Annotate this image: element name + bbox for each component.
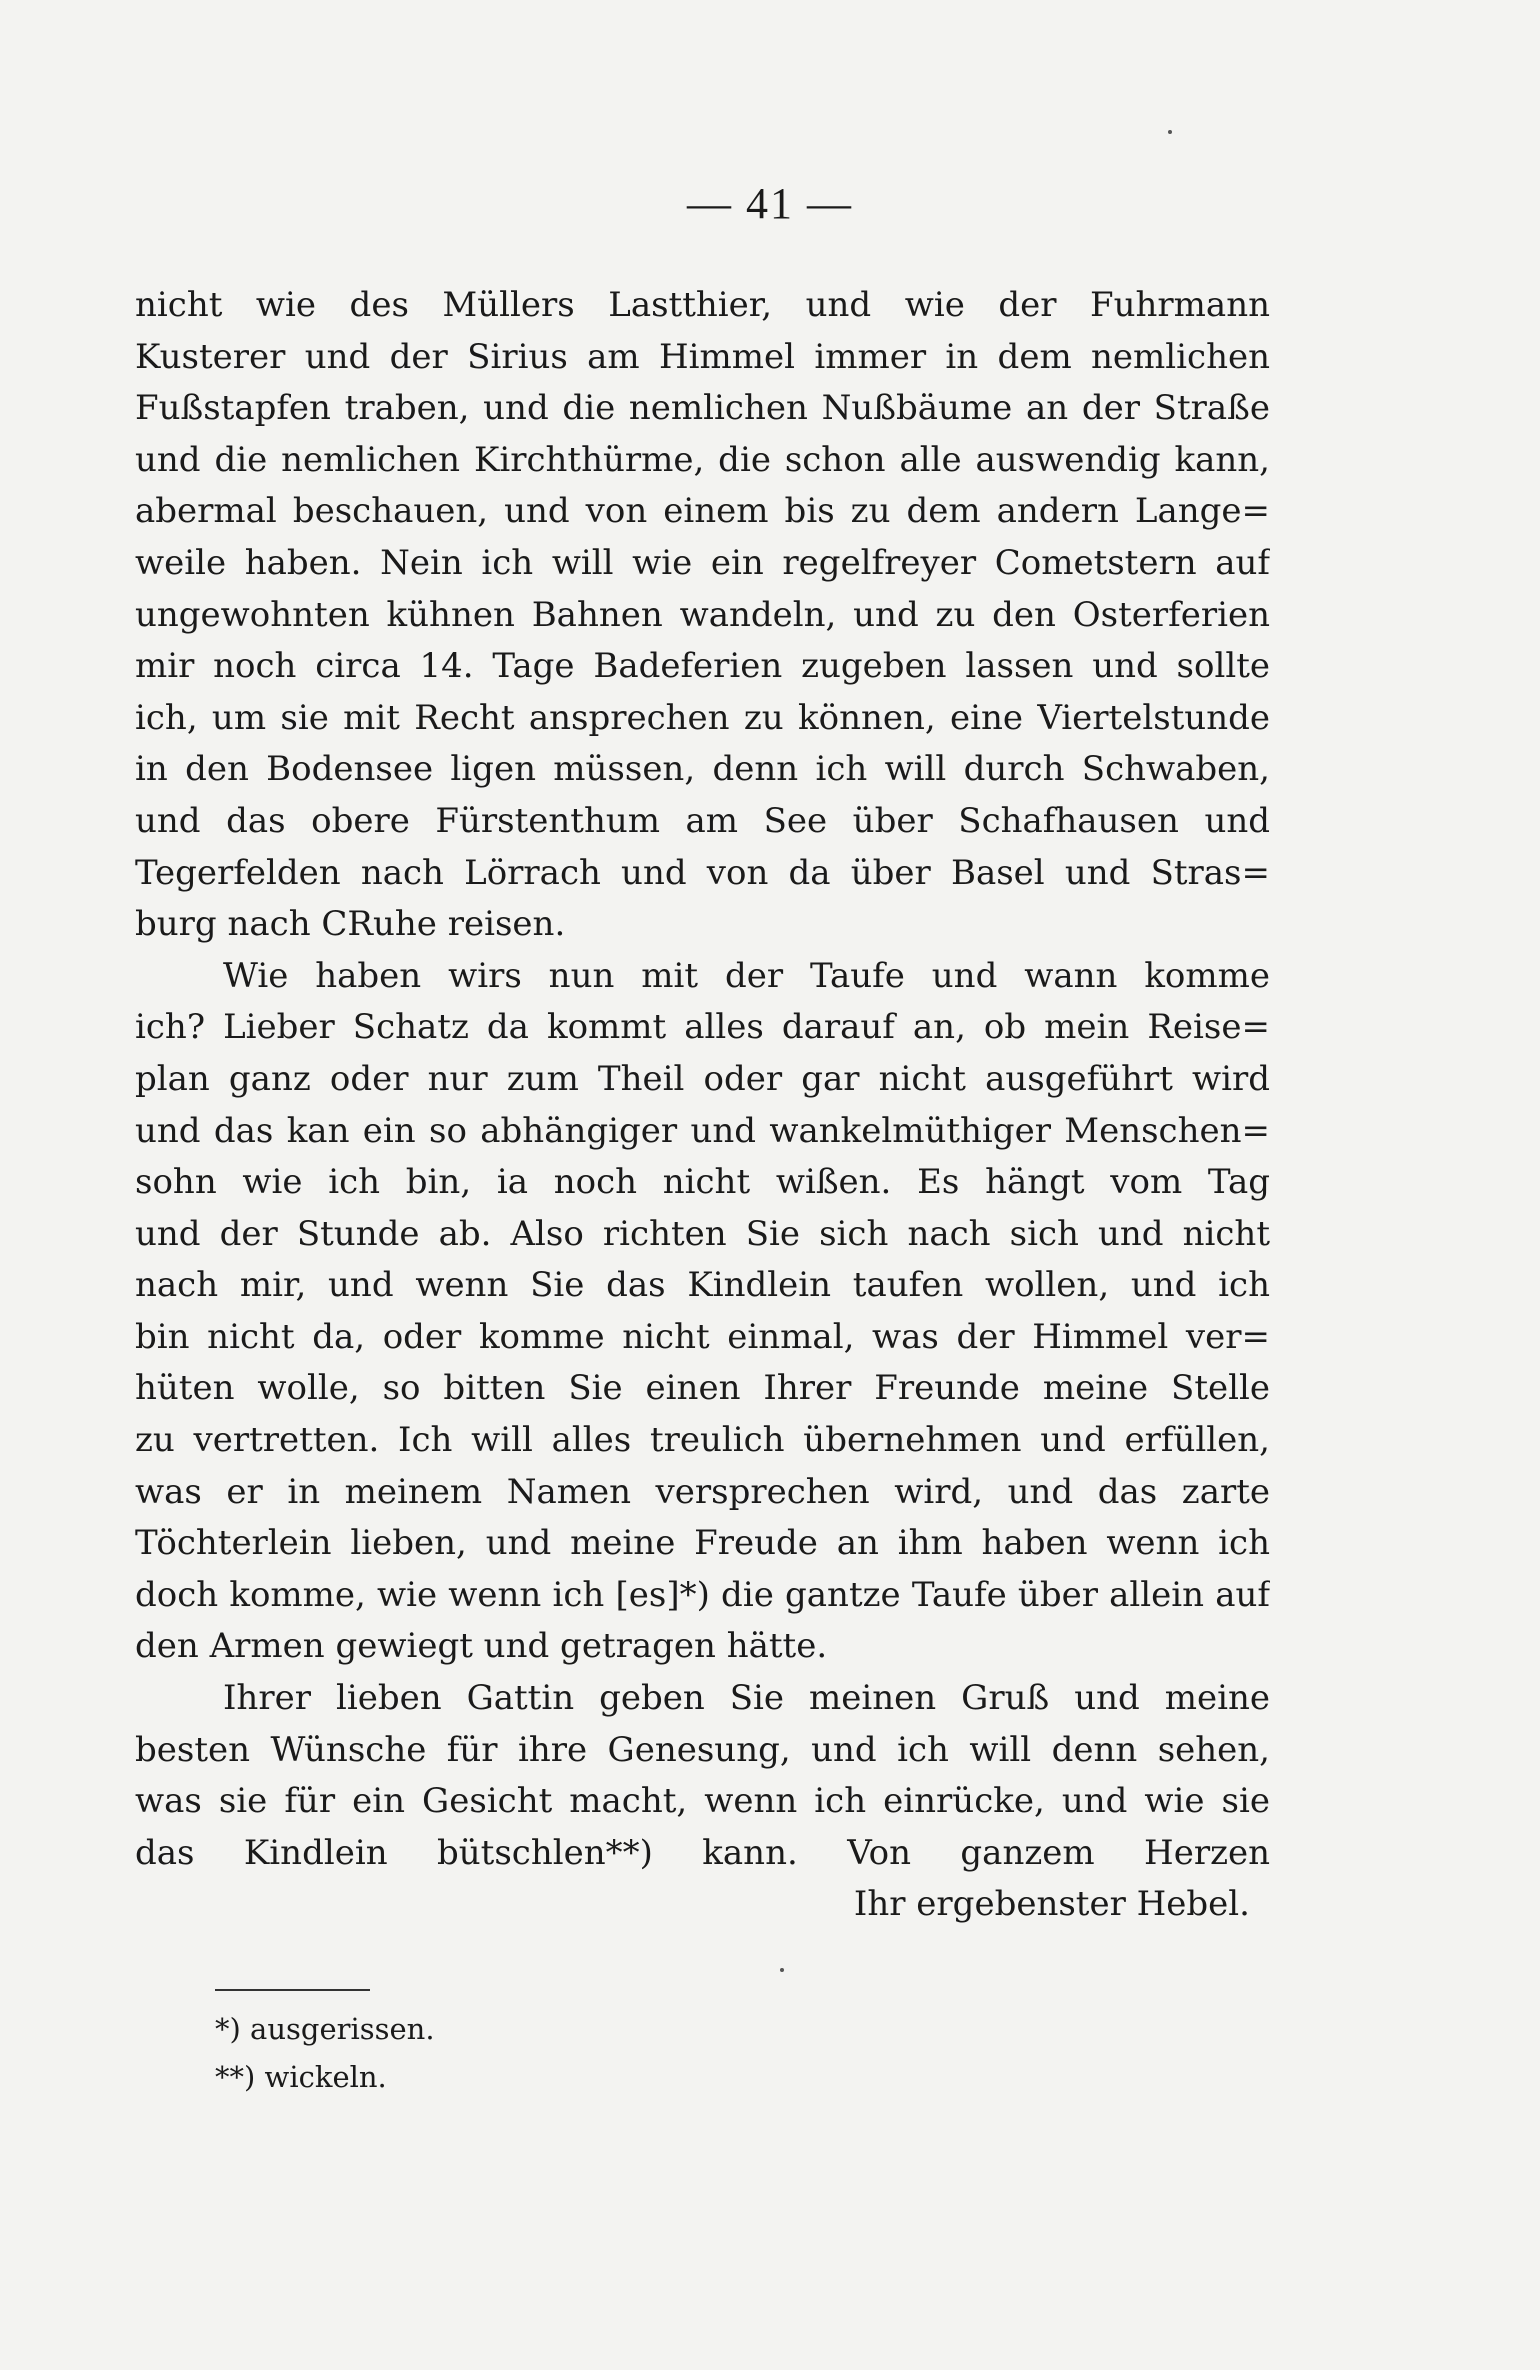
text-line: mir noch circa 14. Tage Badeferien zugeben lassen und sollte <box>135 646 1270 687</box>
text-line: und das obere Fürstenthum am See über Schafhausen und <box>135 800 1270 841</box>
text-line: Tegerfelden nach Lörrach und von da über Basel und Stras= <box>135 852 1270 893</box>
text-line: Fußstapfen traben, und die nemlichen Nußbäume an der Straße <box>135 388 1270 429</box>
text-line: ich? Lieber Schatz da kommt alles darauf an, ob mein Reise= <box>135 1007 1270 1048</box>
text-line: besten Wünsche für ihre Genesung, und ich will denn sehen, <box>135 1729 1270 1770</box>
text-line: plan ganz oder nur zum Theil oder gar nicht ausgeführt wird <box>135 1058 1270 1099</box>
text-line: was er in meinem Namen versprechen wird, und das zarte <box>135 1471 1270 1512</box>
text-line: was sie für ein Gesicht macht, wenn ich einrücke, und wie sie <box>135 1781 1270 1822</box>
footnote: **) wickeln. <box>215 2060 387 2094</box>
paper-speck <box>780 1968 784 1972</box>
text-line: Ihrer lieben Gattin geben Sie meinen Gruß und meine <box>223 1678 1270 1719</box>
text-line: und das kan ein so abhängiger und wankelmüthiger Menschen= <box>135 1110 1270 1151</box>
text-line: abermal beschauen, und von einem bis zu dem andern Lange= <box>135 491 1270 532</box>
text-line: und der Stunde ab. Also richten Sie sich nach sich und nicht <box>135 1213 1270 1254</box>
footnotes <box>215 2005 435 2101</box>
paper-speck <box>1168 130 1172 134</box>
text-line: bin nicht da, oder komme nicht einmal, was der Himmel ver= <box>135 1316 1270 1357</box>
letter-body <box>135 280 1270 1931</box>
footnote: *) ausgerissen. <box>215 2012 435 2046</box>
footnote-rule <box>215 1989 370 1991</box>
text-line: den Armen gewiegt und getragen hätte. <box>135 1626 828 1667</box>
text-line: zu vertretten. Ich will alles treulich übernehmen und erfüllen, <box>135 1420 1270 1461</box>
text-line: ungewohnten kühnen Bahnen wandeln, und zu den Osterferien <box>135 594 1270 635</box>
text-line: in den Bodensee ligen müssen, denn ich will durch Schwaben, <box>135 749 1270 790</box>
paragraph-2 <box>135 951 1270 1673</box>
text-line: das Kindlein bütschlen**) kann. Von ganzem Herzen <box>135 1832 1270 1873</box>
text-line: Töchterlein lieben, und meine Freude an ihm haben wenn ich <box>135 1523 1270 1564</box>
text-line: sohn wie ich bin, ia noch nicht wißen. Es hängt vom Tag <box>135 1162 1270 1203</box>
text-line: nicht wie des Müllers Lastthier, und wie der Fuhrmann <box>135 285 1270 325</box>
text-line: doch komme, wie wenn ich [es]*) die gantze Taufe über allein auf <box>135 1574 1270 1615</box>
text-line: hüten wolle, so bitten Sie einen Ihrer Freunde meine Stelle <box>135 1368 1270 1409</box>
paragraph-1 <box>135 280 1270 951</box>
text-line: Wie haben wirs nun mit der Taufe und wann komme <box>223 955 1270 996</box>
paragraph-3 <box>135 1673 1270 1879</box>
closing-signature: Ihr ergebenster Hebel. <box>853 1884 1250 1925</box>
text-line: Kusterer und der Sirius am Himmel immer in dem nemlichen <box>135 336 1270 377</box>
page-number: — 41 — <box>687 179 853 228</box>
text-line: ich, um sie mit Recht ansprechen zu können, eine Viertelstunde <box>135 697 1270 738</box>
text-line: und die nemlichen Kirchthürme, die schon alle auswendig kann, <box>135 439 1270 480</box>
text-line: nach mir, und wenn Sie das Kindlein taufen wollen, und ich <box>135 1265 1270 1306</box>
text-line: weile haben. Nein ich will wie ein regelfreyer Cometstern auf <box>135 542 1270 583</box>
text-line: burg nach CRuhe reisen. <box>135 904 566 945</box>
